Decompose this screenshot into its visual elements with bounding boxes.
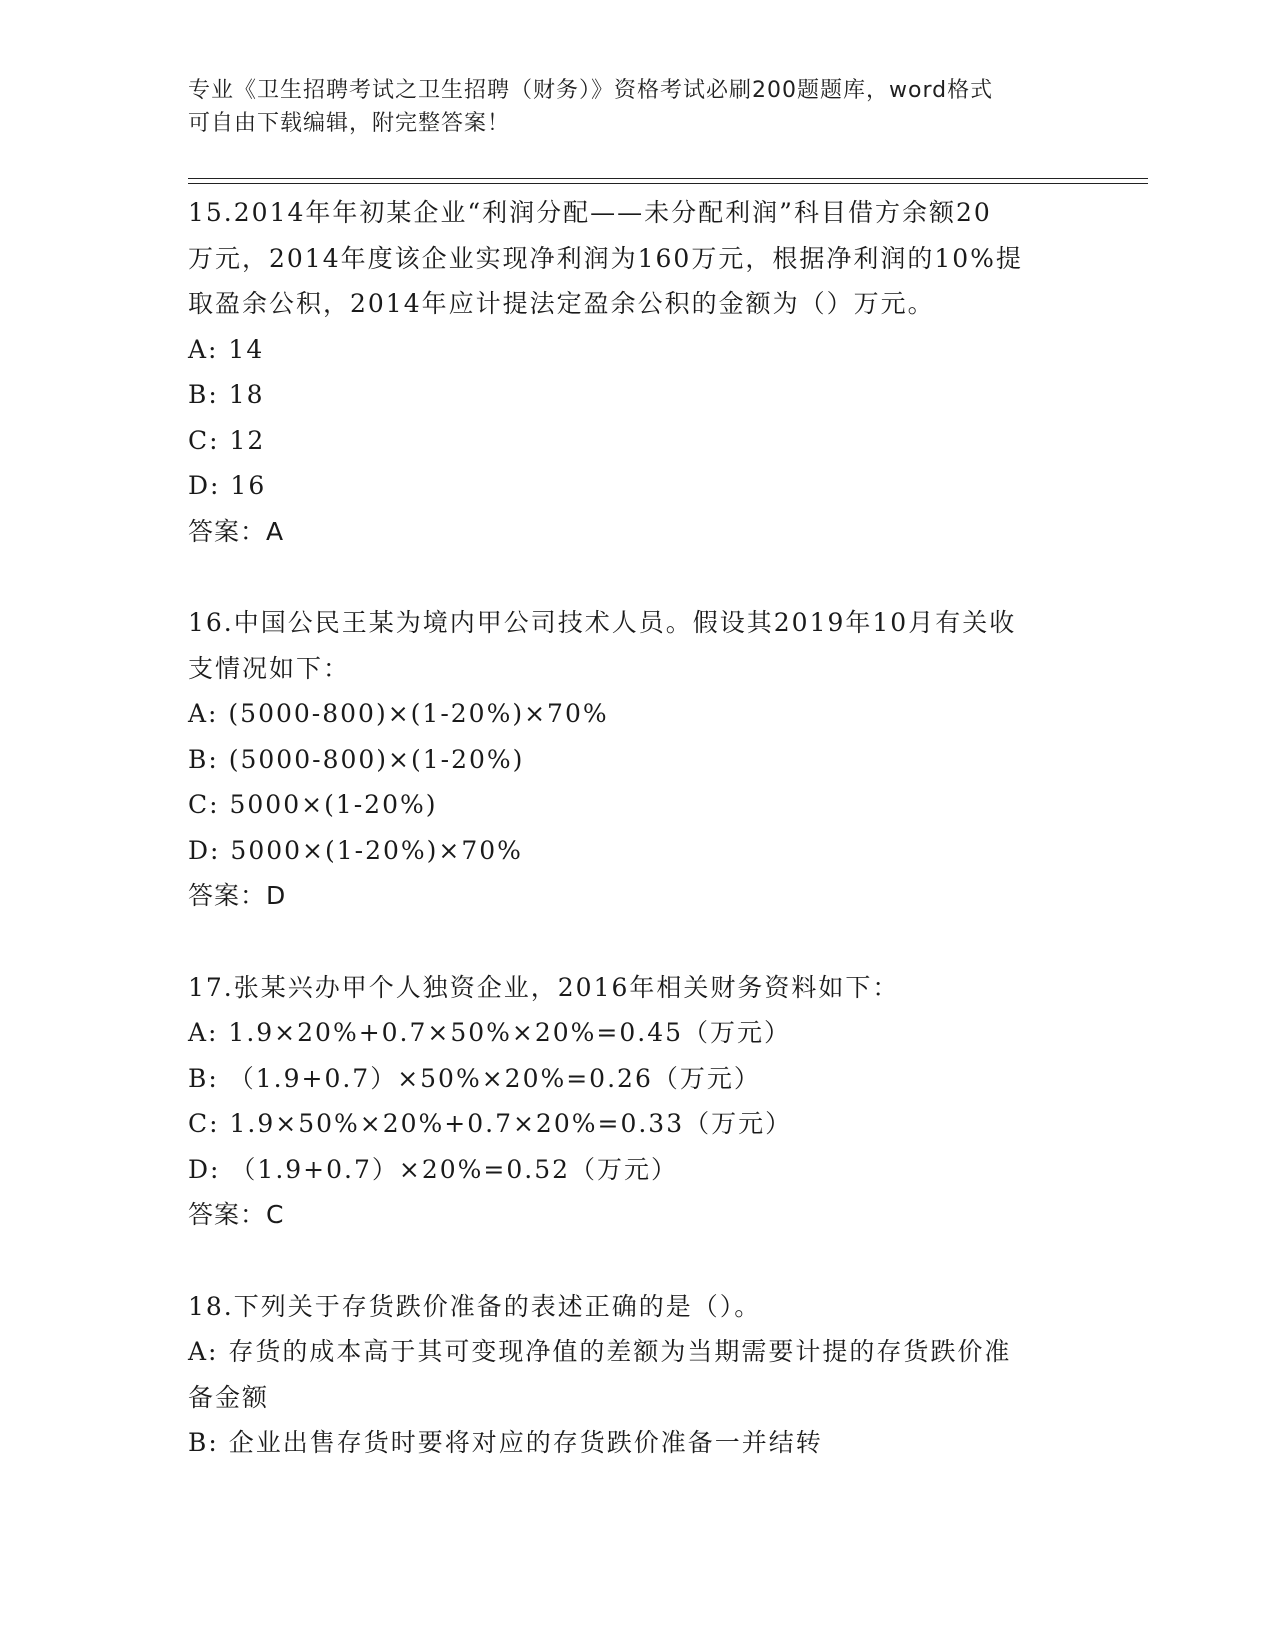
option-a: A: 1.9×20%+0.7×50%×20%=0.45（万元）	[188, 1018, 792, 1047]
question-17	[188, 965, 1088, 1238]
question-list	[188, 190, 1088, 1466]
option-b: B: 18	[188, 380, 265, 409]
option-c: C: 1.9×50%×20%+0.7×20%=0.33（万元）	[188, 1109, 793, 1138]
option-a: A: (5000-800)×(1-20%)×70%	[188, 699, 609, 728]
option-d: D: 16	[188, 471, 267, 500]
document-header	[188, 74, 1088, 140]
header-divider-bottom	[188, 183, 1148, 184]
option-d: D: 5000×(1-20%)×70%	[188, 835, 523, 865]
question-18	[188, 1284, 1088, 1466]
option-b: B: (5000-800)×(1-20%)	[188, 744, 525, 774]
header-divider-top	[188, 178, 1148, 179]
option-d: D: （1.9+0.7）×20%=0.52（万元）	[188, 1154, 679, 1184]
option-a: A: 14	[188, 334, 265, 364]
header-line-2: 可自由下载编辑，附完整答案！	[188, 111, 511, 136]
option-a-continued: 备金额	[188, 1382, 270, 1412]
header-line-1: 专业《卫生招聘考试之卫生招聘（财务）》资格考试必刷200题题库，word格式	[188, 78, 994, 103]
option-a: A: 存货的成本高于其可变现净值的差额为当期需要计提的存货跌价准	[188, 1337, 1012, 1366]
question-stem-line: 万元，2014年度该企业实现净利润为160万元，根据净利润的10%提	[188, 243, 1023, 273]
option-b: B: （1.9+0.7）×50%×20%=0.26（万元）	[188, 1063, 761, 1093]
question-15	[188, 190, 1088, 554]
answer-line: 答案：A	[188, 516, 285, 546]
question-stem-line: 15.2014年年初某企业“利润分配——未分配利润”科目借方余额20	[188, 198, 992, 227]
option-b: B: 企业出售存货时要将对应的存货跌价准备一并结转	[188, 1428, 823, 1457]
answer-line: 答案：C	[188, 1200, 285, 1229]
question-16	[188, 600, 1088, 919]
option-c: C: 12	[188, 425, 266, 455]
question-stem-line: 支情况如下：	[188, 653, 351, 683]
question-stem-line: 16.中国公民王某为境内甲公司技术人员。假设其2019年10月有关收	[188, 608, 1017, 637]
question-stem-line: 17.张某兴办甲个人独资企业，2016年相关财务资料如下：	[188, 972, 900, 1002]
answer-line: 答案：D	[188, 881, 287, 910]
question-spacer	[188, 1238, 1088, 1284]
question-spacer	[188, 554, 1088, 600]
option-c: C: 5000×(1-20%)	[188, 790, 438, 819]
question-spacer	[188, 919, 1088, 965]
question-stem-line: 取盈余公积，2014年应计提法定盈余公积的金额为（）万元。	[188, 289, 935, 318]
question-stem-line: 18.下列关于存货跌价准备的表述正确的是（）。	[188, 1291, 762, 1321]
